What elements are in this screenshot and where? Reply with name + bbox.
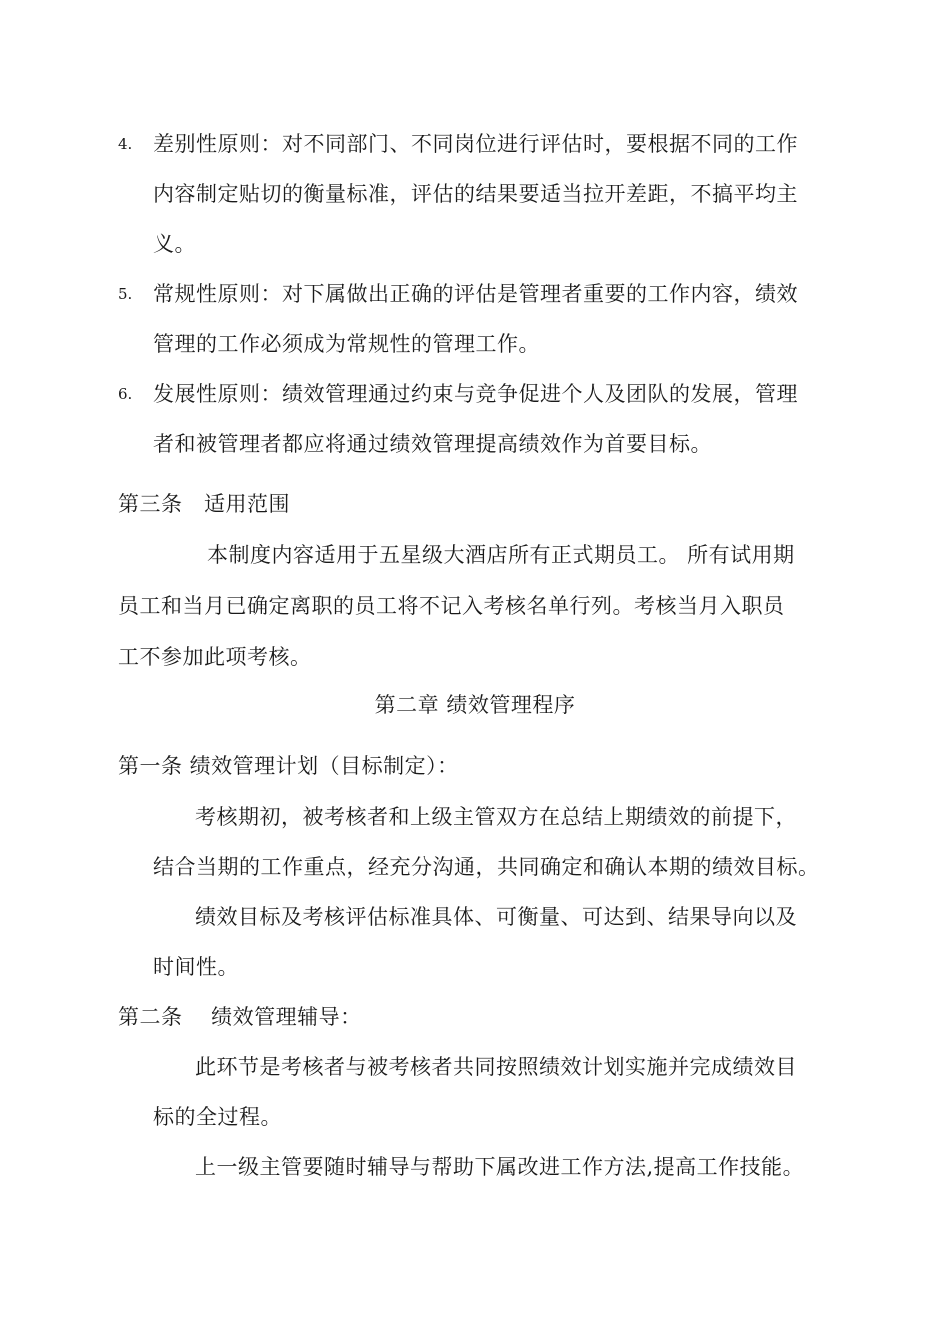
ch2-article-2-line-1: 此环节是考核者与被考核者共同按照绩效计划实施并完成绩效目 xyxy=(195,1055,797,1079)
ch2-article-2-line-3: 上一级主管要随时辅导与帮助下属改进工作方法,提高工作技能。 xyxy=(195,1155,805,1179)
ch2-article-1-line-1: 考核期初，被考核者和上级主管双方在总结上期绩效的前提下， xyxy=(195,805,797,829)
principle-6-number: 6. xyxy=(118,385,133,403)
ch2-article-1-heading: 第一条 绩效管理计划（目标制定）： xyxy=(118,754,459,778)
principle-6-line-1: 发展性原则：绩效管理通过约束与竞争促进个人及团队的发展，管理 xyxy=(153,382,798,406)
principle-5-line-2: 管理的工作必须成为常规性的管理工作。 xyxy=(153,332,540,356)
principle-4-line-1: 差别性原则：对不同部门、不同岗位进行评估时，要根据不同的工作 xyxy=(153,132,798,156)
principle-6-line-2: 者和被管理者都应将通过绩效管理提高绩效作为首要目标。 xyxy=(153,432,712,456)
principle-5-number: 5. xyxy=(118,285,133,303)
article-3-line-2: 员工和当月已确定离职的员工将不记入考核名单行列。考核当月入职员 xyxy=(118,594,785,618)
principle-4-number: 4. xyxy=(118,135,133,153)
ch2-article-1-line-3: 绩效目标及考核评估标准具体、可衡量、可达到、结果导向以及 xyxy=(195,905,797,929)
ch2-article-1-line-4: 时间性。 xyxy=(153,955,239,979)
ch2-article-2-line-2: 标的全过程。 xyxy=(153,1105,282,1129)
ch2-article-1-line-2: 结合当期的工作重点，经充分沟通，共同确定和确认本期的绩效目标。 xyxy=(153,855,820,879)
article-3-line-3: 工不参加此项考核。 xyxy=(118,645,312,669)
article-3-heading: 第三条 适用范围 xyxy=(118,492,290,516)
principle-4-line-3: 义。 xyxy=(153,232,196,256)
article-3-line-1: 本制度内容适用于五星级大酒店所有正式期员工。 所有试用期 xyxy=(207,543,795,567)
ch2-article-2-heading: 第二条 绩效管理辅导： xyxy=(118,1005,362,1029)
chapter-2-title: 第二章 绩效管理程序 xyxy=(374,693,576,717)
principle-5-line-1: 常规性原则：对下属做出正确的评估是管理者重要的工作内容，绩效 xyxy=(153,282,798,306)
principle-4-line-2: 内容制定贴切的衡量标准，评估的结果要适当拉开差距，不搞平均主 xyxy=(153,182,798,206)
